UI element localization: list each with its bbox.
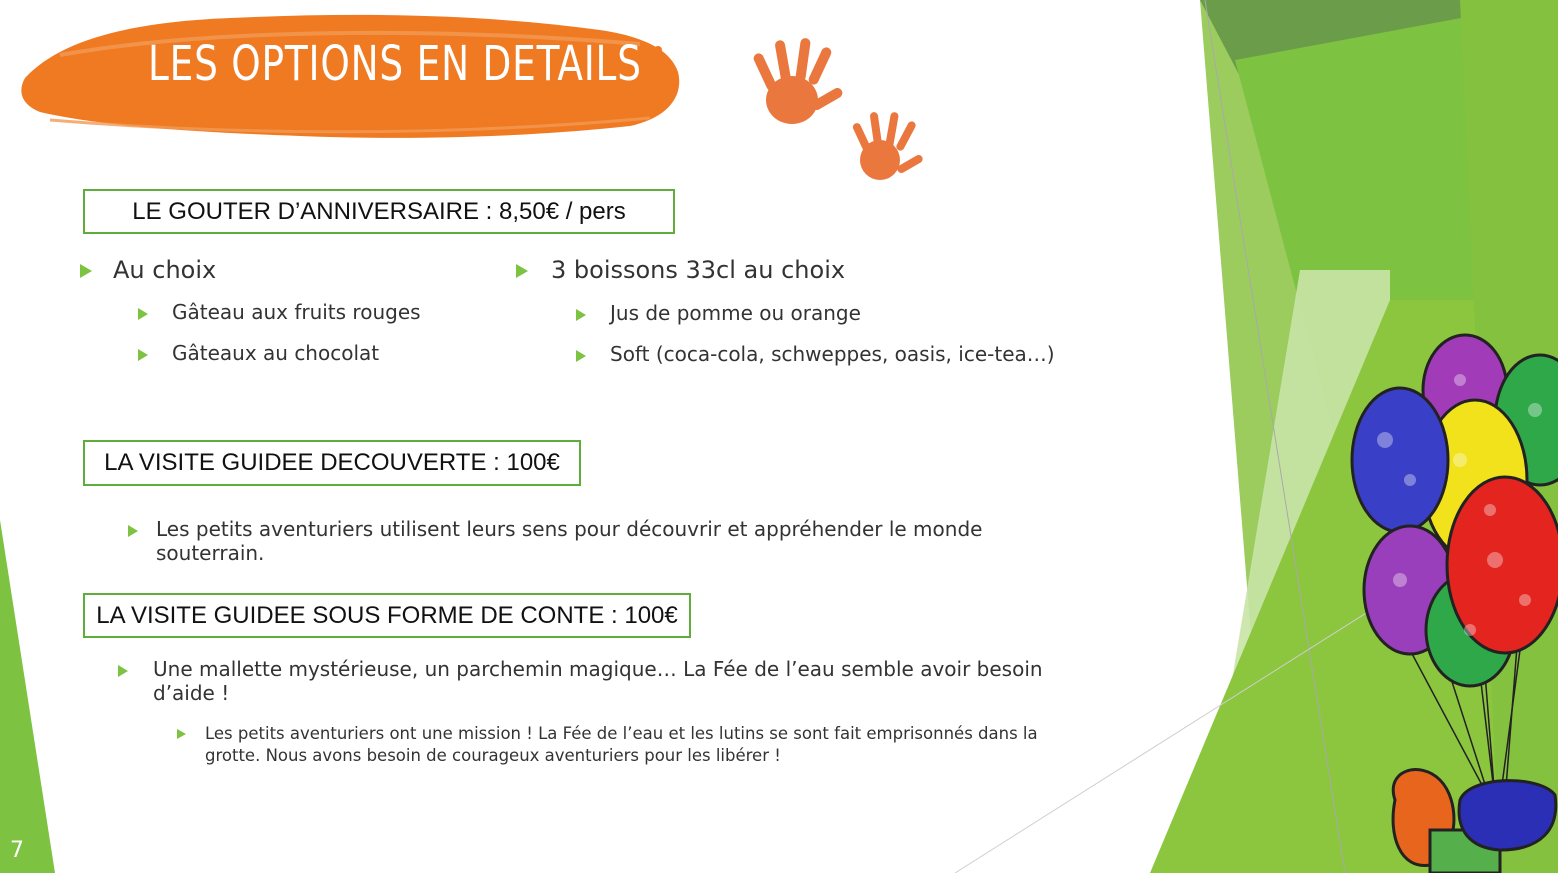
decouverte-heading-box [83, 440, 581, 486]
conte-subtext [205, 723, 1038, 767]
gouter-right-item-2: Soft (coca-cola, schweppes, oasis, ice-tea…) [610, 342, 1055, 366]
bullet-arrow-icon [177, 729, 186, 739]
balloon-blue [1352, 388, 1448, 532]
conte-subtext-line-2: grotte. Nous avons besoin de courageux aventuriers pour les libérer ! [205, 746, 781, 765]
gouter-left-item-2: Gâteaux au chocolat [172, 341, 380, 365]
gouter-right-item-1: Jus de pomme ou orange [610, 301, 861, 325]
handprint-icon-small [852, 112, 925, 180]
decouverte-text-line-2: souterrain. [156, 541, 265, 565]
decouverte-heading: LA VISITE GUIDEE DECOUVERTE : 100€ [104, 449, 560, 476]
decouverte-text [156, 517, 982, 565]
bullet-arrow-icon [138, 308, 148, 320]
bullet-arrow-icon [128, 525, 138, 537]
gouter-left-label: Au choix [113, 256, 217, 284]
brush-dot-3 [669, 79, 675, 85]
conte-text [153, 657, 1043, 705]
bullet-arrow-icon [516, 264, 528, 278]
bullet-arrow-icon [576, 350, 586, 362]
conte-subtext-line-1: Les petits aventuriers ont une mission ! La Fée de l’eau et les lutins se sont fait emprisonnés dans la [205, 724, 1038, 743]
conte-heading-box [83, 593, 691, 638]
bullet-arrow-icon [576, 309, 586, 321]
gift-bag-blue [1459, 781, 1556, 850]
conte-heading: LA VISITE GUIDEE SOUS FORME DE CONTE : 100€ [96, 601, 678, 629]
brush-dot-1 [654, 46, 662, 54]
conte-text-line-1: Une mallette mystérieuse, un parchemin magique… La Fée de l’eau semble avoir besoin [153, 657, 1043, 681]
decouverte-text-line-1: Les petits aventuriers utilisent leurs sens pour découvrir et appréhender le monde [156, 517, 983, 541]
gouter-heading-box [83, 189, 675, 234]
brush-dot-2 [665, 63, 671, 69]
handprint-icon [752, 38, 844, 124]
page-number: 7 [10, 838, 24, 863]
gouter-heading: LE GOUTER D’ANNIVERSAIRE : 8,50€ / pers [132, 197, 626, 225]
balloon-red [1447, 477, 1558, 653]
slide-title: LES OPTIONS EN DETAILS [148, 36, 642, 92]
left-green-strip [0, 520, 55, 873]
bullet-arrow-icon [80, 264, 92, 278]
gouter-left-item-1: Gâteau aux fruits rouges [172, 300, 421, 324]
conte-text-line-2: d’aide ! [153, 681, 230, 705]
bullet-arrow-icon [138, 349, 148, 361]
bullet-arrow-icon [118, 665, 128, 677]
gouter-right-label: 3 boissons 33cl au choix [551, 256, 846, 284]
